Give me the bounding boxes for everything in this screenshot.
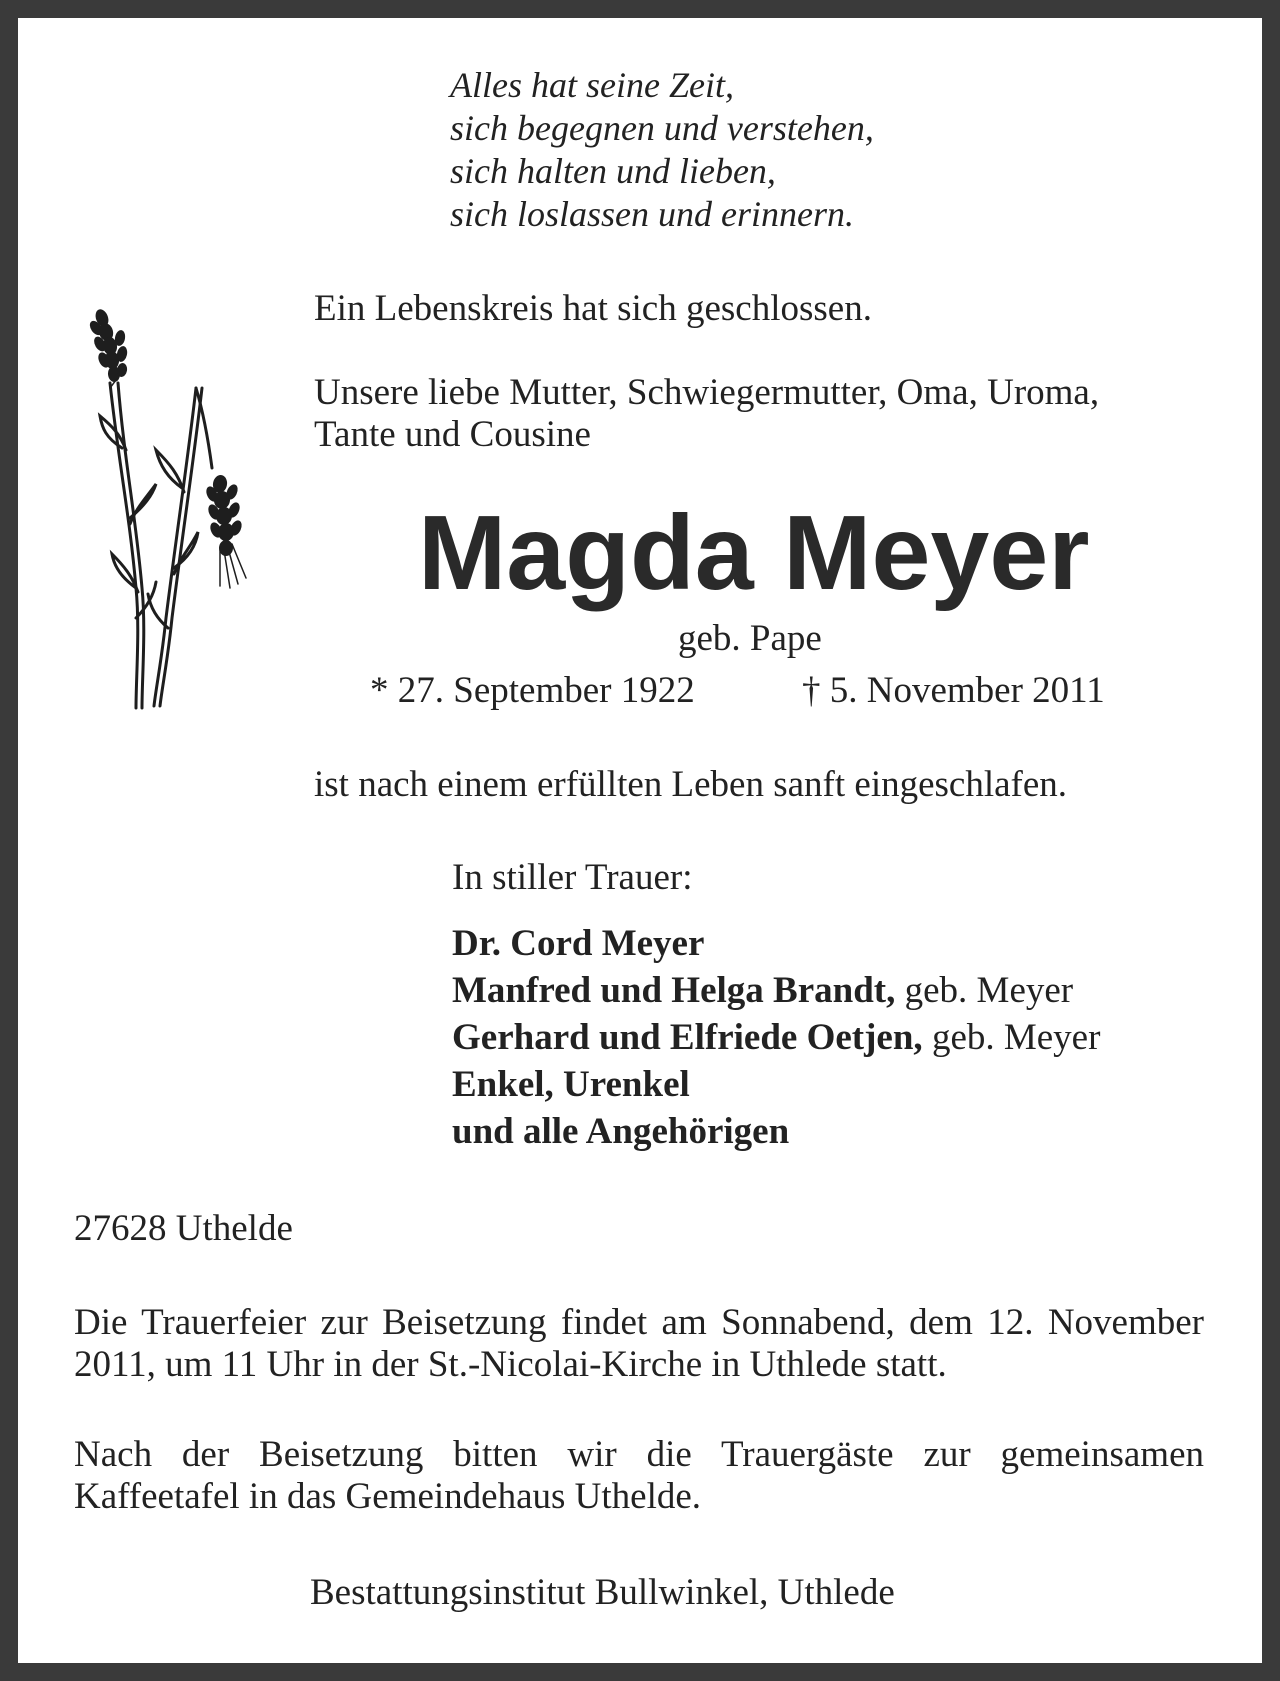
poem <box>450 64 874 236</box>
mourner-note: geb. Meyer <box>895 970 1074 1011</box>
mourner-name: Dr. Cord Meyer <box>452 923 705 964</box>
mourner-note: geb. Meyer <box>922 1017 1101 1058</box>
poem-line-2: sich begegnen und verstehen, <box>450 108 874 148</box>
mourning-label: In stiller Trauer: <box>452 857 693 898</box>
intro-relations <box>314 372 1099 456</box>
mourner-row <box>452 920 1100 967</box>
mourner-name: Gerhard und Elfriede Oetjen, <box>452 1017 923 1058</box>
mourner-row <box>452 1061 1100 1108</box>
mourner-name: Enkel, Urenkel <box>452 1064 690 1105</box>
mourners-list <box>452 920 1100 1155</box>
undertaker: Bestattungsinstitut Bullwinkel, Uthlede <box>310 1572 895 1613</box>
poem-line-1: Alles hat seine Zeit, <box>450 65 734 105</box>
mourner-name: und alle Angehörigen <box>452 1111 790 1152</box>
birth-date: * 27. September 1922 <box>370 670 695 711</box>
mourner-row <box>452 1014 1100 1061</box>
reception-info: Nach der Beisetzung bitten wir die Trauergäste zur gemeinsamen Kaffeetafel in das Gemeindehaus Uthelde. <box>74 1434 1204 1517</box>
mourner-row <box>452 1108 1100 1155</box>
intro-line: Ein Lebenskreis hat sich geschlossen. <box>314 288 872 329</box>
address: 27628 Uthelde <box>74 1208 293 1249</box>
mourner-name: Manfred und Helga Brandt, <box>452 970 896 1011</box>
funeral-info: Die Trauerfeier zur Beisetzung findet am Sonnabend, dem 12. November 2011, um 11 Uhr in der St.-Nicolai-Kirche in Uthlede statt. <box>74 1302 1204 1385</box>
deceased-name: Magda Meyer <box>418 494 1090 612</box>
mourner-row <box>452 967 1100 1014</box>
death-date: † 5. November 2011 <box>802 670 1105 711</box>
closing-line: ist nach einem erfüllten Leben sanft eingeschlafen. <box>314 764 1068 805</box>
intro-relations-line-2: Tante und Cousine <box>314 414 591 455</box>
birth-name: geb. Pape <box>678 618 822 659</box>
poem-line-3: sich halten und lieben, <box>450 151 776 191</box>
poem-line-4: sich loslassen und erinnern. <box>450 194 854 234</box>
intro-relations-line-1: Unsere liebe Mutter, Schwiegermutter, Oma, Uroma, <box>314 372 1100 413</box>
